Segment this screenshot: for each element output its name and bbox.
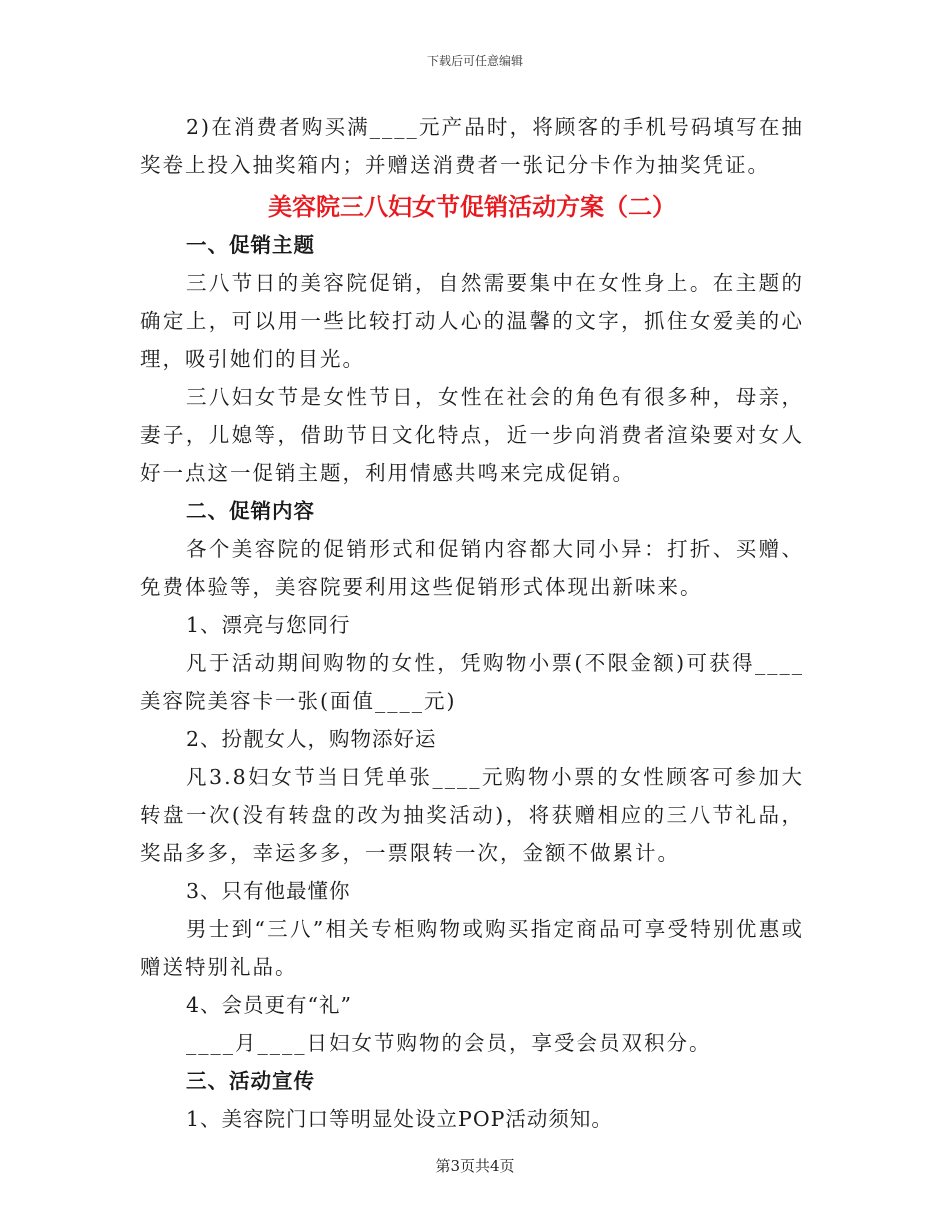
paragraph: ____月____日妇女节购物的会员，享受会员双积分。: [186, 1031, 712, 1055]
document-body: [140, 108, 804, 1138]
paragraph: 凡3.8妇女节当日凭单张____元购物小票的女性顾客可参加大转盘一次(没有转盘的改为抽奖活动)，将获赠相应的三八节礼品，奖品多多，幸运多多，一票限转一次，金额不做累计。: [140, 765, 804, 865]
section-heading-promotion: 三、活动宣传: [186, 1069, 315, 1093]
intro-paragraph: 2)在消费者购买满____元产品时，将顾客的手机号码填写在抽奖卷上投入抽奖箱内；并赠送消费者一张记分卡作为抽奖凭证。: [140, 115, 804, 177]
paragraph: 三八节日的美容院促销，自然需要集中在女性身上。在主题的确定上，可以用一些比较打动人心的温馨的文字，抓住女爱美的心理，吸引她们的目光。: [140, 271, 804, 371]
paragraph: 三八妇女节是女性节日，女性在社会的角色有很多种，母亲，妻子，儿媳等，借助节日文化特点，近一步向消费者渲染要对女人好一点这一促销主题，利用情感共鸣来完成促销。: [140, 385, 804, 485]
section-heading-theme: 一、促销主题: [186, 233, 315, 257]
item-title: 3、只有他最懂你: [186, 879, 351, 903]
item-title: 1、漂亮与您同行: [186, 613, 351, 637]
paragraph: 凡于活动期间购物的女性，凭购物小票(不限金额)可获得____美容院美容卡一张(面值____元): [140, 651, 804, 713]
paragraph: 各个美容院的促销形式和促销内容都大同小异：打折、买赠、免费体验等，美容院要利用这些促销形式体现出新味来。: [140, 537, 804, 599]
item-title: 4、会员更有“礼”: [186, 993, 353, 1017]
item-title: 1、美容院门口等明显处设立POP活动须知。: [186, 1107, 613, 1131]
item-title: 2、扮靓女人，购物添好运: [186, 727, 437, 751]
page-number: 第3页共4页: [435, 1157, 515, 1175]
section-heading-content: 二、促销内容: [186, 499, 315, 523]
header-note: 下载后可任意编辑: [426, 54, 523, 68]
document-title: 美容院三八妇女节促销活动方案（二）: [268, 193, 676, 221]
paragraph: 男士到“三八”相关专柜购物或购买指定商品可享受特别优惠或赠送特别礼品。: [140, 917, 804, 979]
